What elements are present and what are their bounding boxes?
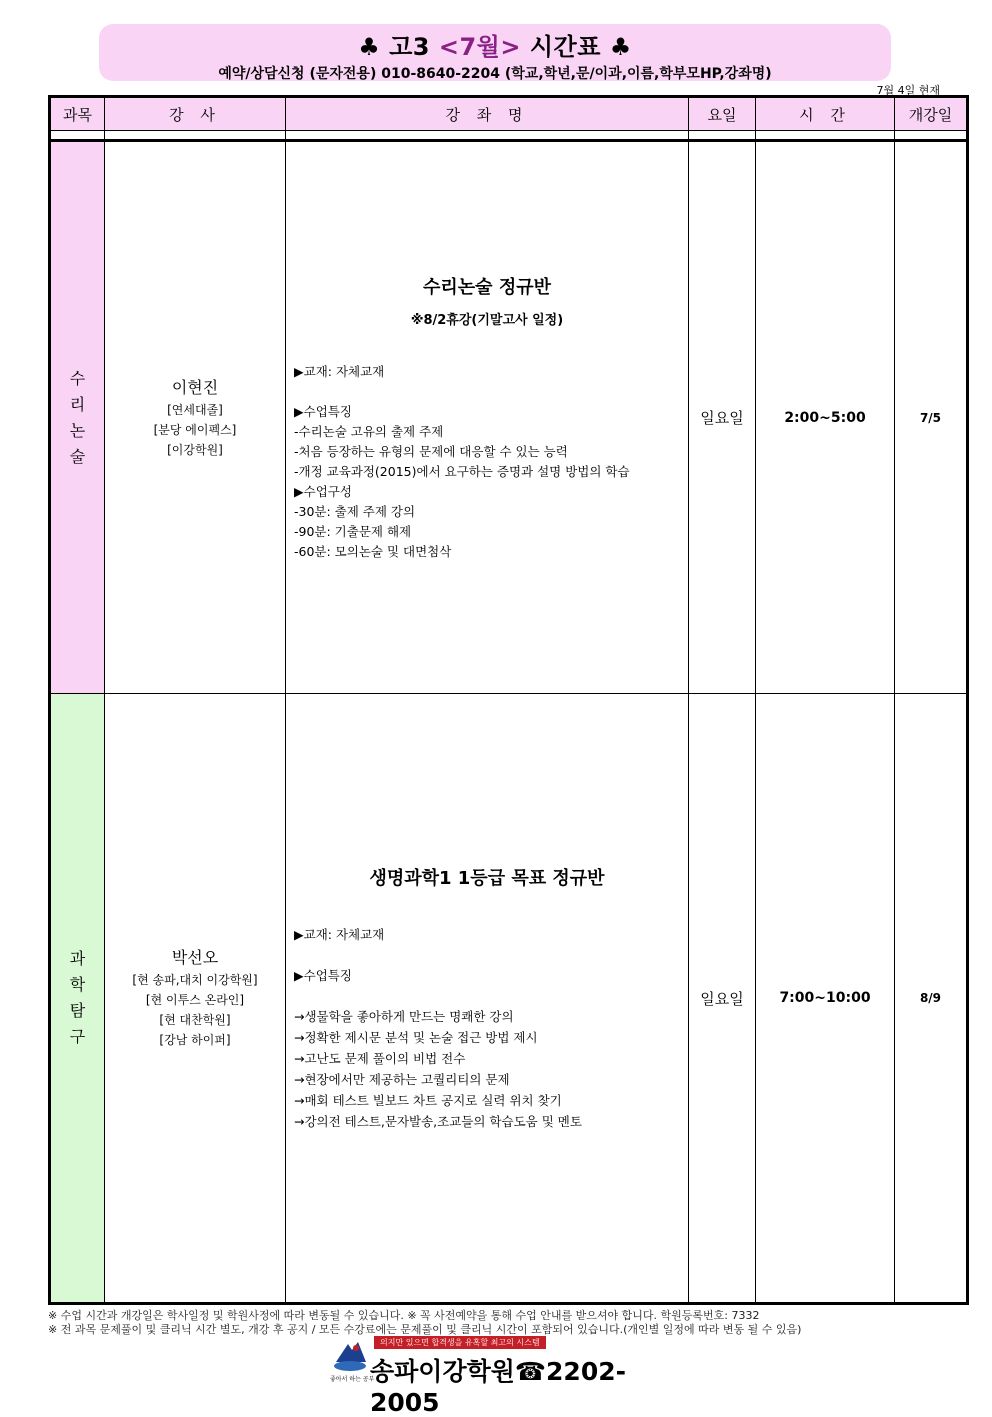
course-cell: 생명과학1 1등급 목표 정규반 ▶교재: 자체교재 ▶수업특징 →생물학을 좋아하게 만드는 명쾌한 강의 →정확한 제시문 분석 및 논술 접근 방법 제시 →고난도 문제 풀이의 비법 전수 →현장에서만 제공하는 고퀄리티의 문제 →매회 테스트 빌보드 차트 공지로 실력 위치 찾기 →강의전 테스트,문자발송,조교들의 학습도움 및 멘토 bbox=[286, 694, 689, 1304]
academy-name: 송파이강학원☎2202-2005 bbox=[370, 1357, 626, 1417]
academy-emblem-icon bbox=[332, 1336, 368, 1374]
table-row bbox=[50, 694, 968, 1304]
time-cell: 7:00~10:00 bbox=[756, 694, 895, 1304]
footnote: ※ 전 과목 문제풀이 및 클리닉 시간 별도, 개강 후 공지 / 모든 수강료에는 문제풀이 및 클리닉 시간이 포함되어 있습니다.(개인별 일정에 따라 변동 될 수 있음) bbox=[48, 1323, 802, 1336]
open-date-cell: 8/9 bbox=[895, 694, 968, 1304]
header-row bbox=[50, 97, 968, 131]
logo-subtext: 좋아서 하는 공부 bbox=[330, 1376, 375, 1383]
course-cell: 수리논술 정규반 ※8/2휴강(기말고사 일정) ▶교재: 자체교재 ▶수업특징 -수리논술 고유의 출제 주제 -처음 등장하는 유형의 문제에 대응할 수 있는 능력 -개정 교육과정(2015)에서 요구하는 증명과 설명 방법의 학습 ▶수업구성 -30분: 출제 주제 강의 -90분: 기출문제 해제 -60분: 모의논술 및 대면첨삭 bbox=[286, 141, 689, 694]
title-suffix: 시간표 ♣ bbox=[520, 33, 632, 61]
course-title: 생명과학1 1등급 목표 정규반 bbox=[369, 868, 605, 889]
table-row bbox=[50, 141, 968, 694]
contact-line: 예약/상담신청 (문자전용) 010-8640-2204 (학교,학년,문/이과,이름,학부모HP,강좌명) bbox=[218, 66, 772, 82]
title-prefix: ♣ 고3 bbox=[358, 33, 439, 61]
col-subject: 과목 bbox=[50, 97, 105, 131]
course-title: 수리논술 정규반 bbox=[423, 277, 551, 298]
as-of-date: 7월 4일 현재 bbox=[876, 84, 940, 97]
col-course: 강 좌 명 bbox=[286, 97, 689, 131]
teacher-cell: 박선오 [현 송파,대치 이강학원] [현 이투스 온라인] [현 대찬학원] [강남 하이퍼] bbox=[105, 694, 286, 1304]
footnote: ※ 수업 시간과 개강일은 학사일정 및 학원사정에 따라 변동될 수 있습니다. ※ 꼭 사전예약을 통해 수업 안내를 받으셔야 합니다. 학원등록번호: 7332 bbox=[48, 1309, 760, 1322]
time-cell: 2:00~5:00 bbox=[756, 141, 895, 694]
schedule-table bbox=[48, 95, 969, 1305]
title-banner bbox=[99, 24, 891, 81]
day-cell: 일요일 bbox=[689, 694, 756, 1304]
spacer-row bbox=[50, 131, 968, 141]
col-open-date: 개강일 bbox=[895, 97, 968, 131]
subject-cell: 수 리 논 술 bbox=[50, 141, 105, 694]
day-cell: 일요일 bbox=[689, 141, 756, 694]
teacher-cell: 이현진 [연세대졸] [분당 에이펙스] [이강학원] bbox=[105, 141, 286, 694]
col-day: 요일 bbox=[689, 97, 756, 131]
logo-tagline: 의지만 있으면 합격생을 유혹할 최고의 시스템 bbox=[374, 1336, 546, 1349]
open-date-cell: 7/5 bbox=[895, 141, 968, 694]
subject-cell: 과 학 탐 구 bbox=[50, 694, 105, 1304]
col-teacher: 강 사 bbox=[105, 97, 286, 131]
academy-logo bbox=[330, 1334, 670, 1417]
teacher-name: 박선오 bbox=[171, 948, 219, 967]
page-title bbox=[99, 27, 891, 62]
teacher-name: 이현진 bbox=[171, 377, 219, 397]
course-note: ※8/2휴강(기말고사 일정) bbox=[410, 313, 564, 328]
col-time: 시 간 bbox=[756, 97, 895, 131]
title-month: <7월> bbox=[438, 33, 521, 61]
